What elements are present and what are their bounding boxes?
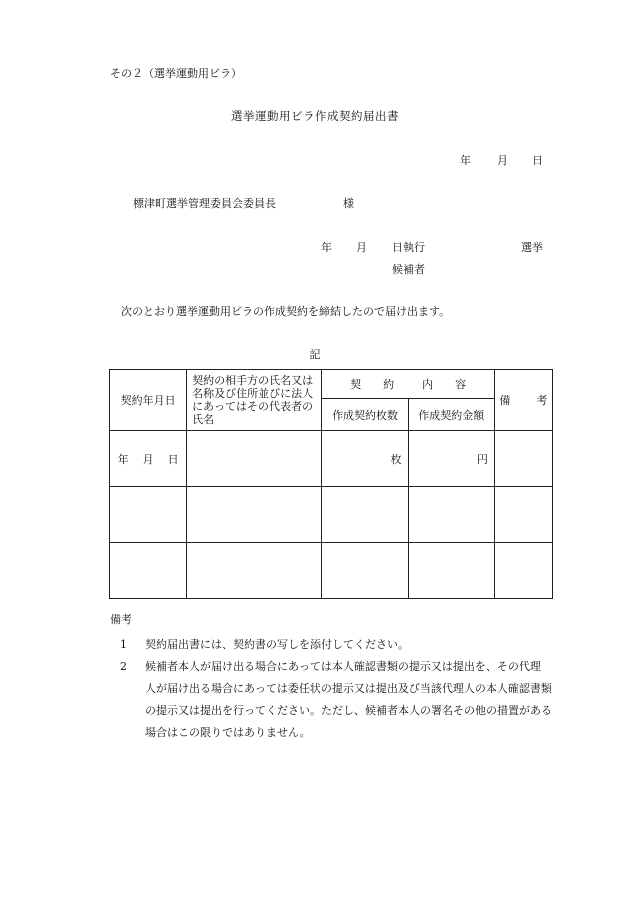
election-month-label: 月 (356, 241, 367, 254)
remark-number: 1 (120, 638, 127, 651)
header-contract-content (322, 370, 494, 399)
date-year-label: 年 (460, 154, 471, 167)
header-content-char: 約 (383, 378, 395, 391)
row-party-cell (187, 487, 322, 543)
row-date-cell (110, 543, 187, 599)
table-row (110, 543, 553, 599)
row-count-cell (322, 487, 408, 543)
body-statement: 次のとおり選挙運動用ビラの作成契約を締結したので届け出ます。 (121, 305, 451, 318)
header-content-char: 容 (455, 378, 467, 391)
candidate-label: 候補者 (392, 263, 425, 276)
addressee: 標津町選挙管理委員会委員長 (133, 197, 276, 210)
election-day-exec-label: 日執行 (392, 241, 425, 254)
date-day-label: 日 (532, 154, 543, 167)
row-day-label: 日 (167, 452, 179, 466)
row-party-cell (187, 543, 322, 599)
document-title: 選挙運動用ビラ作成契約届出書 (231, 109, 399, 123)
header-content-char: 契 (350, 378, 362, 391)
remark-number: 2 (120, 660, 127, 673)
remark-text-continued: 場合はこの限りではありません。 (145, 726, 311, 739)
row-amount-cell: 円 (408, 431, 494, 487)
row-count-cell: 枚 (322, 431, 408, 487)
header-contract-amount: 作成契約金額 (408, 399, 494, 431)
remark-text: 契約届出書には、契約書の写しを添付してください。 (145, 638, 409, 651)
date-month-label: 月 (497, 154, 508, 167)
election-label: 選挙 (521, 241, 543, 254)
header-note-char: 考 (536, 394, 548, 407)
remarks-title: 備考 (110, 613, 132, 626)
row-date-cell (110, 487, 187, 543)
row-note-cell (494, 431, 552, 487)
row-party-cell (187, 431, 322, 487)
ki-mark: 記 (309, 348, 321, 361)
table-header-row (110, 370, 553, 399)
contract-table (109, 369, 553, 599)
row-year-label: 年 (117, 452, 129, 466)
header-note-char: 備 (499, 394, 511, 407)
row-date-cell (110, 431, 187, 487)
header-contract-date: 契約年月日 (110, 370, 187, 431)
remark-text-continued: の提示又は提出を行ってください。ただし、候補者本人の署名その他の措置がある (145, 704, 552, 717)
row-note-cell (494, 487, 552, 543)
honorific: 様 (343, 197, 354, 210)
remark-item-2 (120, 661, 541, 672)
row-note-cell (494, 543, 552, 599)
row-month-label: 月 (142, 452, 154, 466)
row-amount-cell (408, 543, 494, 599)
remark-text-continued: 人が届け出る場合にあっては委任状の提示又は提出及び当該代理人の本人確認書類 (145, 682, 552, 695)
remark-text: 候補者本人が届け出る場合にあっては本人確認書類の提示又は提出を、その代理 (145, 660, 541, 673)
header-sheet-count: 作成契約枚数 (322, 399, 408, 431)
row-amount-cell (408, 487, 494, 543)
header-content-char: 内 (422, 378, 434, 391)
remark-item-1 (120, 639, 409, 650)
table-row (110, 487, 553, 543)
row-count-cell (322, 543, 408, 599)
election-year-label: 年 (321, 241, 332, 254)
table-row (110, 431, 553, 487)
header-contract-party: 契約の相手方の氏名又は名称及び住所並びに法人にあってはその代表者の氏名 (187, 370, 322, 431)
header-remarks (494, 370, 552, 431)
form-heading: その２（選挙運動用ビラ） (110, 67, 242, 80)
